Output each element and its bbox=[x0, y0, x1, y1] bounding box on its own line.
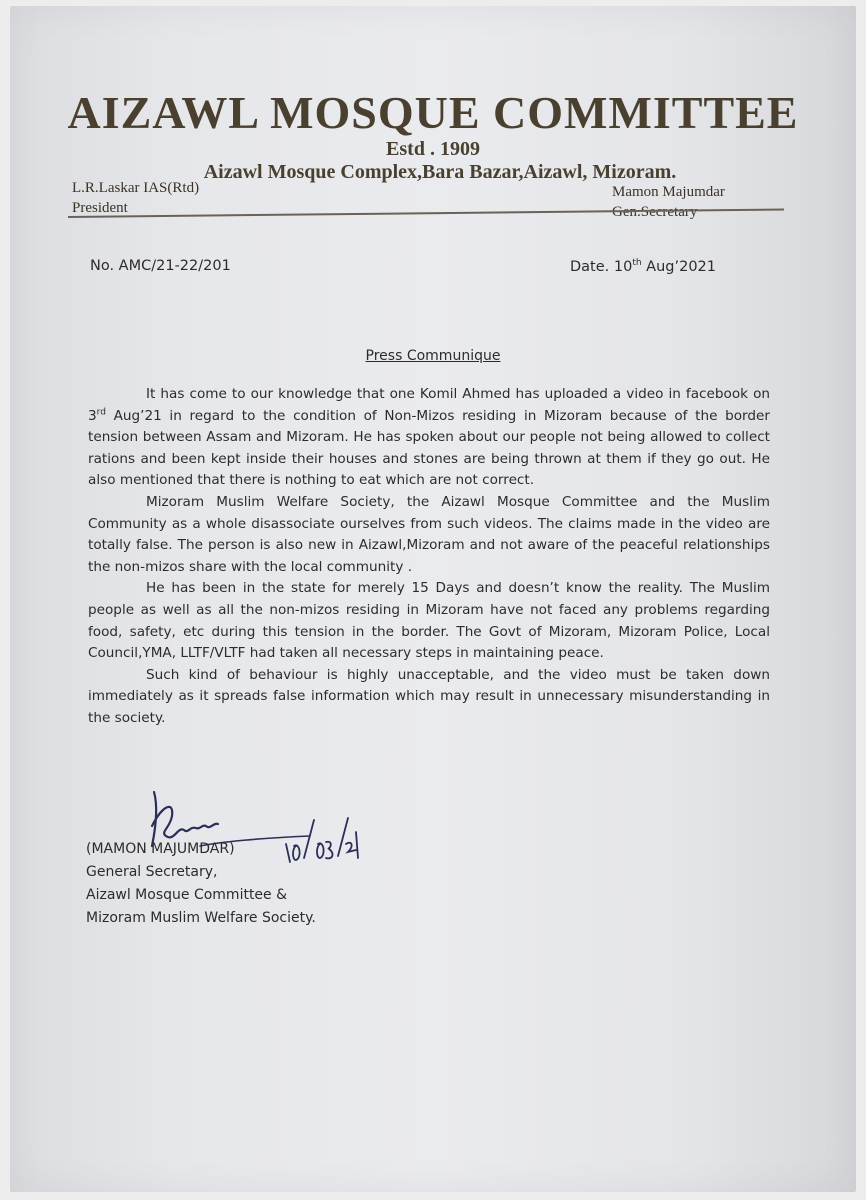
paragraph-1-text-a: It has come to our knowledge that one Komil Ahmed has uploaded a video in facebook on 3 bbox=[88, 386, 770, 424]
secretary-name: Mamon Majumdar bbox=[612, 184, 725, 200]
secretary-block bbox=[612, 182, 725, 222]
paragraph-3: He has been in the state for merely 15 Days and doesn’t know the reality. The Muslim people as well as all the non-mizos residing in Mizoram have not faced any problems regarding food, safety, etc during this tension in the border. The Govt of Mizoram, Mizoram Police, Local Council,YMA, LLTF/VLTF had taken all necessary steps in maintaining peace. bbox=[88, 580, 770, 662]
secretary-title: Gen.Secretary bbox=[612, 204, 698, 220]
reference-date bbox=[570, 258, 716, 275]
letterhead-established: Estd . 1909 bbox=[386, 138, 480, 160]
date-superscript: th bbox=[632, 258, 642, 268]
letter-body bbox=[88, 384, 770, 730]
signatory-name: (MAMON MAJUMDAR) bbox=[86, 841, 235, 857]
page-heading bbox=[0, 348, 866, 364]
signatory-line-3: Mizoram Muslim Welfare Society. bbox=[86, 910, 316, 926]
heading-text: Press Communique bbox=[365, 348, 501, 364]
reference-number: No. AMC/21-22/201 bbox=[90, 258, 231, 274]
signatory-line-2: Aizawl Mosque Committee & bbox=[86, 887, 288, 903]
president-title: President bbox=[72, 200, 128, 216]
signatory-block bbox=[86, 838, 316, 930]
president-block bbox=[72, 178, 199, 218]
date-suffix: Aug’2021 bbox=[641, 258, 716, 275]
letterhead-title: AIZAWL MOSQUE COMMITTEE bbox=[67, 87, 799, 138]
paragraph-1-text-b: Aug’21 in regard to the condition of Non-Mizos residing in Mizoram because of the border tension between Assam and Mizoram. He has spoken about our people not being allowed to collect rations and been kept inside their houses and stones are being thrown at them if they go out. He also mentioned that there is nothing to eat which are not correct. bbox=[88, 407, 770, 489]
paragraph-1 bbox=[88, 384, 770, 492]
letterhead-address: Aizawl Mosque Complex,Bara Bazar,Aizawl, Mizoram. bbox=[203, 161, 677, 183]
paragraph-2: Mizoram Muslim Welfare Society, the Aizawl Mosque Committee and the Muslim Community as a whole disassociate ourselves from such videos. The claims made in the video are totally false. The person is also new in Aizawl,Mizoram and not aware of the peaceful relationships the non-mizos share with the local community . bbox=[88, 493, 770, 575]
president-name: L.R.Laskar IAS(Rtd) bbox=[72, 180, 200, 196]
paragraph-1-superscript: rd bbox=[96, 407, 106, 418]
paragraph-4: Such kind of behaviour is highly unacceptable, and the video must be taken down immediately as it spreads false information which may result in unnecessary misunderstanding in the society. bbox=[88, 666, 770, 726]
date-prefix: Date. 10 bbox=[570, 258, 633, 275]
signatory-line-1: General Secretary, bbox=[86, 864, 218, 880]
